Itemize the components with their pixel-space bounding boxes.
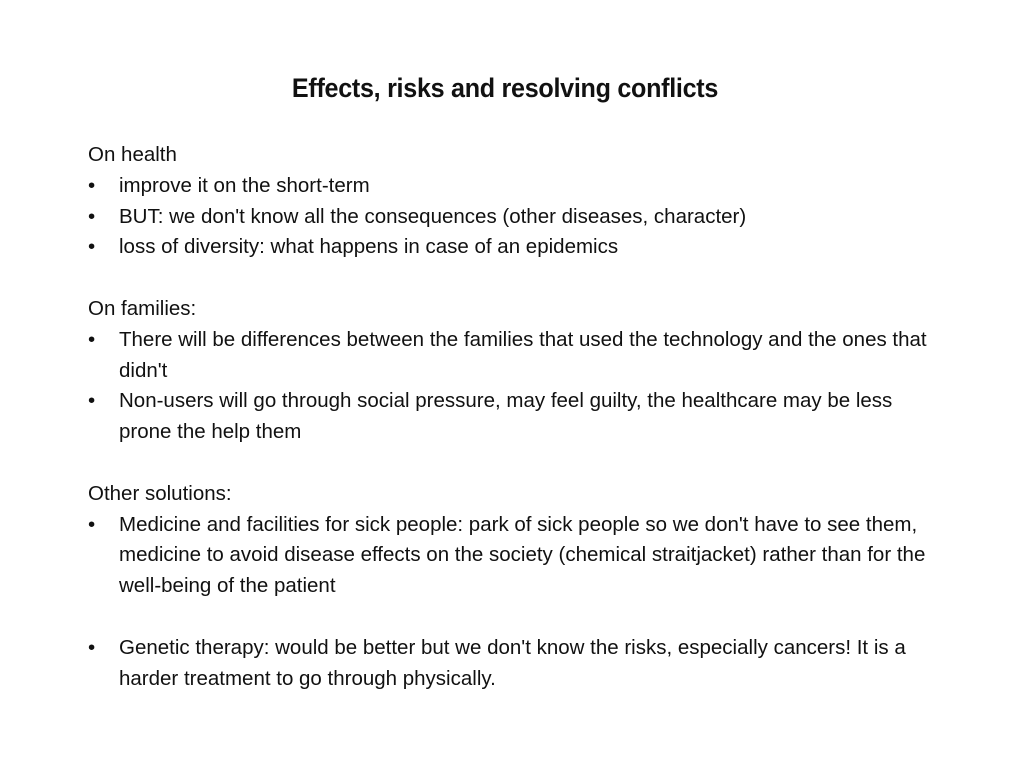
list-item [88, 633, 928, 695]
bullet-list [88, 510, 928, 695]
list-item-text: BUT: we don't know all the consequences (other diseases, character) [119, 204, 747, 228]
list-item-text: Non-users will go through social pressure, may feel guilty, the healthcare may be less prone the help them [119, 389, 893, 444]
section-other-solutions [88, 479, 928, 695]
bullet-icon: • [88, 173, 96, 197]
list-item [88, 510, 928, 602]
bullet-icon: • [88, 235, 96, 259]
list-item-text: loss of diversity: what happens in case of an epidemics [119, 235, 619, 259]
list-item-text: There will be differences between the families that used the technology and the ones that didn't [119, 327, 927, 382]
bullet-list [88, 325, 928, 448]
spacer [88, 448, 928, 479]
bullet-icon: • [88, 389, 96, 413]
list-item [88, 171, 928, 202]
spacer [88, 263, 928, 294]
section-heading: On health [88, 143, 177, 166]
bullet-icon: • [88, 204, 96, 228]
list-item [88, 325, 928, 387]
list-item [88, 202, 928, 233]
section-heading: Other solutions: [88, 481, 232, 505]
bullet-icon: • [88, 635, 96, 659]
bullet-list [88, 171, 928, 263]
bullet-icon: • [88, 512, 96, 536]
section-heading: On families: [88, 296, 197, 320]
list-item-text: Medicine and facilities for sick people: park of sick people so we don't have to see them, medicine to avoid disease effects on the society (chemical straitjacket) rather than for the well-being of the patient [119, 512, 926, 598]
list-item-text: improve it on the short-term [119, 173, 370, 197]
slide-body [88, 140, 928, 694]
list-item-text: Genetic therapy: would be better but we don't know the risks, especially cancers! It is a harder treatment to go through physically. [119, 635, 906, 690]
list-item [88, 232, 928, 263]
bullet-icon: • [88, 327, 96, 351]
section-on-families [88, 294, 928, 448]
slide-title: Effects, risks and resolving conflicts [291, 73, 719, 103]
list-item [88, 386, 928, 448]
spacer [88, 602, 928, 633]
section-on-health [88, 140, 928, 263]
